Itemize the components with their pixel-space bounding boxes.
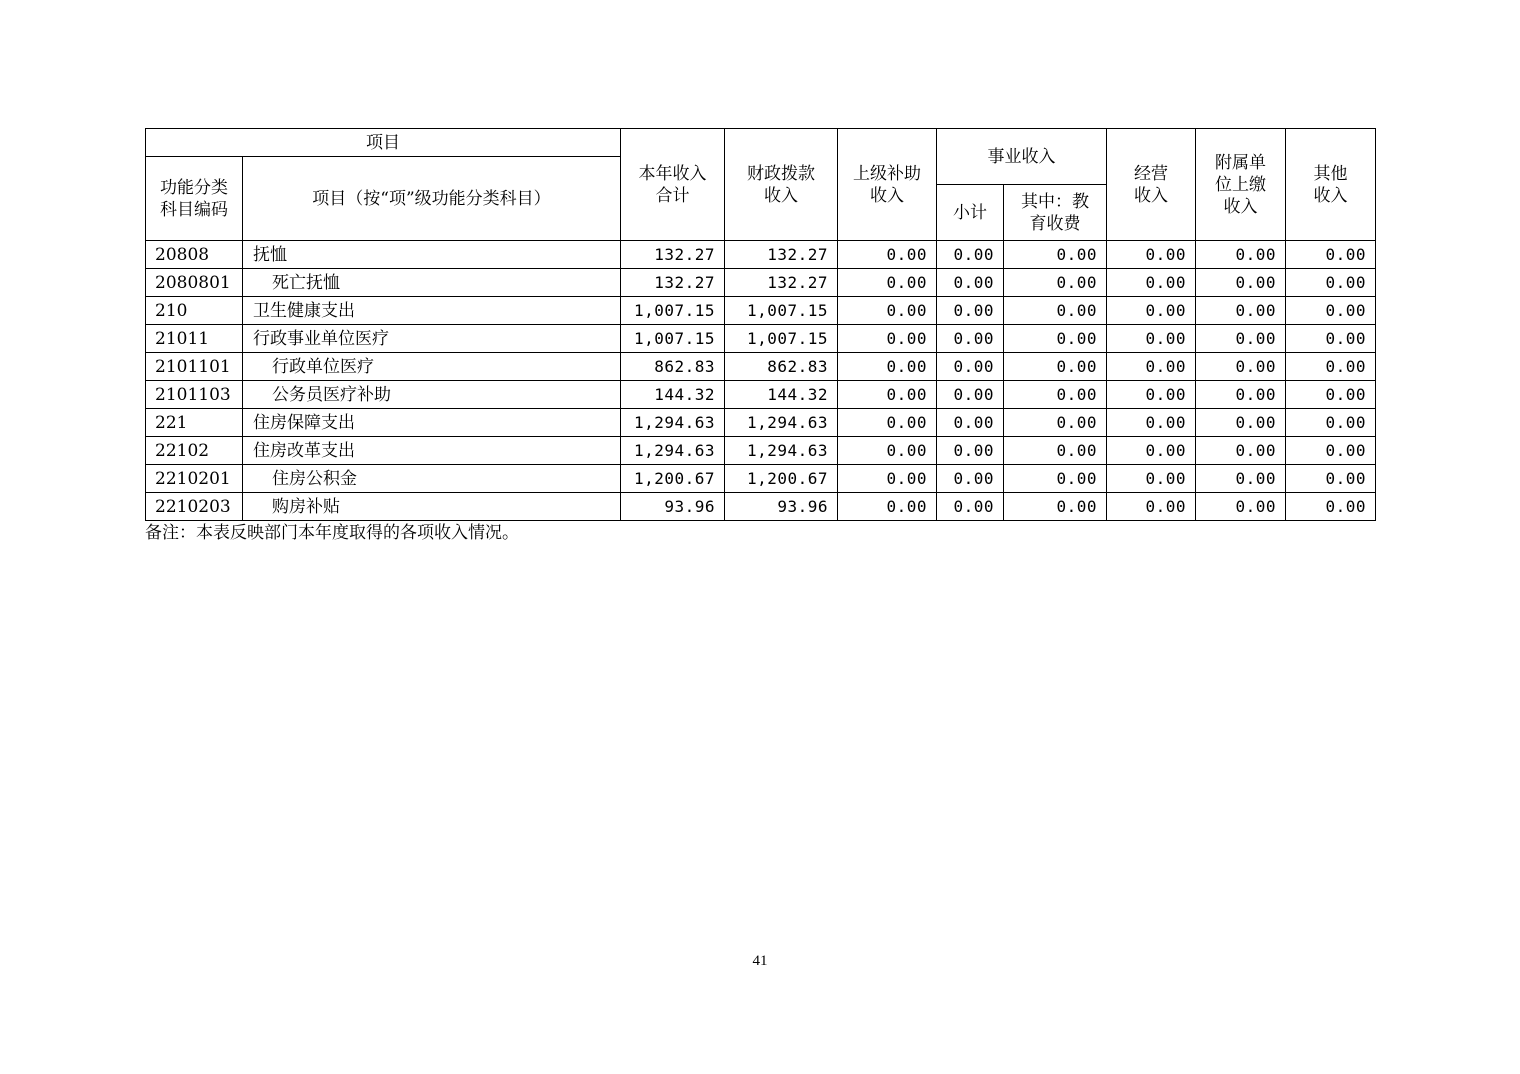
row-education: 0.00 xyxy=(1004,241,1107,269)
row-operating: 0.00 xyxy=(1107,269,1196,297)
row-code: 2101103 xyxy=(146,381,243,409)
row-affiliated: 0.00 xyxy=(1196,241,1286,269)
table-row xyxy=(146,297,1376,325)
row-fiscal: 132.27 xyxy=(725,269,838,297)
row-name: 死亡抚恤 xyxy=(243,269,621,297)
row-operating: 0.00 xyxy=(1107,297,1196,325)
row-code: 210 xyxy=(146,297,243,325)
row-superior: 0.00 xyxy=(838,465,937,493)
header-project: 项目 xyxy=(146,129,621,157)
row-subtotal: 0.00 xyxy=(937,493,1004,521)
row-total: 1,200.67 xyxy=(621,465,725,493)
row-superior: 0.00 xyxy=(838,241,937,269)
row-other: 0.00 xyxy=(1286,437,1376,465)
row-operating: 0.00 xyxy=(1107,465,1196,493)
row-subtotal: 0.00 xyxy=(937,325,1004,353)
table-row xyxy=(146,269,1376,297)
row-operating: 0.00 xyxy=(1107,381,1196,409)
header-func-code: 功能分类科目编码 xyxy=(146,157,243,241)
row-total: 1,007.15 xyxy=(621,297,725,325)
row-subtotal: 0.00 xyxy=(937,297,1004,325)
header-fiscal: 财政拨款收入 xyxy=(725,129,838,241)
row-total: 93.96 xyxy=(621,493,725,521)
row-affiliated: 0.00 xyxy=(1196,381,1286,409)
row-other: 0.00 xyxy=(1286,493,1376,521)
row-operating: 0.00 xyxy=(1107,437,1196,465)
row-other: 0.00 xyxy=(1286,381,1376,409)
row-name: 公务员医疗补助 xyxy=(243,381,621,409)
row-operating: 0.00 xyxy=(1107,325,1196,353)
row-other: 0.00 xyxy=(1286,465,1376,493)
row-affiliated: 0.00 xyxy=(1196,325,1286,353)
row-total: 1,007.15 xyxy=(621,325,725,353)
header-business: 事业收入 xyxy=(937,129,1107,185)
row-superior: 0.00 xyxy=(838,409,937,437)
row-education: 0.00 xyxy=(1004,409,1107,437)
row-operating: 0.00 xyxy=(1107,409,1196,437)
row-total: 1,294.63 xyxy=(621,409,725,437)
row-name: 住房保障支出 xyxy=(243,409,621,437)
page-number: 41 xyxy=(752,953,768,969)
row-subtotal: 0.00 xyxy=(937,241,1004,269)
row-subtotal: 0.00 xyxy=(937,465,1004,493)
row-fiscal: 1,007.15 xyxy=(725,325,838,353)
row-education: 0.00 xyxy=(1004,465,1107,493)
table-row xyxy=(146,465,1376,493)
row-education: 0.00 xyxy=(1004,493,1107,521)
table-note: 备注：本表反映部门本年度取得的各项收入情况。 xyxy=(145,523,519,543)
table-row xyxy=(146,325,1376,353)
row-name: 抚恤 xyxy=(243,241,621,269)
row-code: 2101101 xyxy=(146,353,243,381)
row-total: 144.32 xyxy=(621,381,725,409)
row-subtotal: 0.00 xyxy=(937,381,1004,409)
row-education: 0.00 xyxy=(1004,353,1107,381)
header-func-name: 项目（按“项”级功能分类科目） xyxy=(243,157,621,241)
row-subtotal: 0.00 xyxy=(937,409,1004,437)
row-name: 卫生健康支出 xyxy=(243,297,621,325)
row-other: 0.00 xyxy=(1286,297,1376,325)
row-subtotal: 0.00 xyxy=(937,269,1004,297)
table-row xyxy=(146,353,1376,381)
row-affiliated: 0.00 xyxy=(1196,465,1286,493)
row-total: 132.27 xyxy=(621,269,725,297)
row-total: 132.27 xyxy=(621,241,725,269)
row-subtotal: 0.00 xyxy=(937,437,1004,465)
row-education: 0.00 xyxy=(1004,269,1107,297)
header-total: 本年收入合计 xyxy=(621,129,725,241)
row-superior: 0.00 xyxy=(838,297,937,325)
row-superior: 0.00 xyxy=(838,381,937,409)
table-row xyxy=(146,493,1376,521)
row-name: 住房公积金 xyxy=(243,465,621,493)
row-operating: 0.00 xyxy=(1107,493,1196,521)
row-education: 0.00 xyxy=(1004,297,1107,325)
row-affiliated: 0.00 xyxy=(1196,493,1286,521)
row-other: 0.00 xyxy=(1286,269,1376,297)
header-superior: 上级补助收入 xyxy=(838,129,937,241)
row-code: 2210203 xyxy=(146,493,243,521)
row-code: 21011 xyxy=(146,325,243,353)
row-education: 0.00 xyxy=(1004,325,1107,353)
header-affiliated: 附属单位上缴收入 xyxy=(1196,129,1286,241)
header-operating: 经营收入 xyxy=(1107,129,1196,241)
header-other: 其他收入 xyxy=(1286,129,1376,241)
row-fiscal: 93.96 xyxy=(725,493,838,521)
row-fiscal: 144.32 xyxy=(725,381,838,409)
row-superior: 0.00 xyxy=(838,353,937,381)
header-subtotal: 小计 xyxy=(937,185,1004,241)
row-name: 购房补贴 xyxy=(243,493,621,521)
row-superior: 0.00 xyxy=(838,325,937,353)
row-superior: 0.00 xyxy=(838,437,937,465)
row-fiscal: 1,200.67 xyxy=(725,465,838,493)
table-row xyxy=(146,409,1376,437)
row-affiliated: 0.00 xyxy=(1196,437,1286,465)
row-fiscal: 862.83 xyxy=(725,353,838,381)
row-other: 0.00 xyxy=(1286,409,1376,437)
income-table xyxy=(145,128,1376,521)
row-affiliated: 0.00 xyxy=(1196,269,1286,297)
row-total: 1,294.63 xyxy=(621,437,725,465)
row-affiliated: 0.00 xyxy=(1196,297,1286,325)
row-code: 22102 xyxy=(146,437,243,465)
row-fiscal: 1,294.63 xyxy=(725,437,838,465)
table-row xyxy=(146,241,1376,269)
table-row xyxy=(146,381,1376,409)
row-code: 221 xyxy=(146,409,243,437)
row-education: 0.00 xyxy=(1004,381,1107,409)
row-superior: 0.00 xyxy=(838,493,937,521)
row-other: 0.00 xyxy=(1286,353,1376,381)
row-other: 0.00 xyxy=(1286,325,1376,353)
row-name: 住房改革支出 xyxy=(243,437,621,465)
row-fiscal: 1,294.63 xyxy=(725,409,838,437)
header-education: 其中：教育收费 xyxy=(1004,185,1107,241)
row-affiliated: 0.00 xyxy=(1196,353,1286,381)
row-name: 行政单位医疗 xyxy=(243,353,621,381)
row-total: 862.83 xyxy=(621,353,725,381)
row-subtotal: 0.00 xyxy=(937,353,1004,381)
row-affiliated: 0.00 xyxy=(1196,409,1286,437)
row-fiscal: 132.27 xyxy=(725,241,838,269)
row-operating: 0.00 xyxy=(1107,241,1196,269)
row-code: 20808 xyxy=(146,241,243,269)
row-code: 2210201 xyxy=(146,465,243,493)
row-code: 2080801 xyxy=(146,269,243,297)
row-education: 0.00 xyxy=(1004,437,1107,465)
table-row xyxy=(146,437,1376,465)
row-superior: 0.00 xyxy=(838,269,937,297)
row-fiscal: 1,007.15 xyxy=(725,297,838,325)
row-operating: 0.00 xyxy=(1107,353,1196,381)
row-name: 行政事业单位医疗 xyxy=(243,325,621,353)
row-other: 0.00 xyxy=(1286,241,1376,269)
